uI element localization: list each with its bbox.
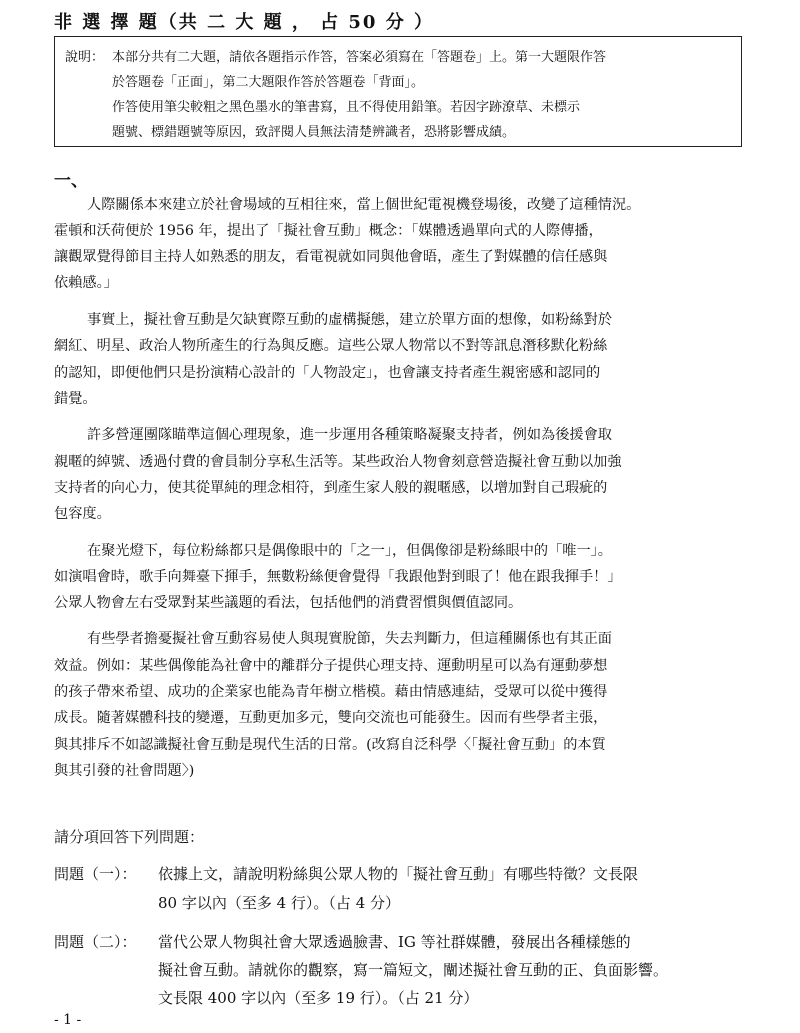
question-number: 一、 bbox=[54, 171, 88, 191]
sub-question-line: 文長限 400 字以內（至多 19 行）。（占 21 分） bbox=[158, 989, 479, 1007]
passage-line: 霍頓和沃荷便於 1956 年，提出了「擬社會互動」概念：「媒體透過單向式的人際傳播， bbox=[54, 223, 603, 239]
instructions-line: 作答使用筆尖較粗之黑色墨水的筆書寫，且不得使用鉛筆。若因字跡潦草、未標示 bbox=[112, 100, 581, 115]
instructions-line: 題號、標錯題號等原因，致評閱人員無法清楚辨識者，恐將影響成績。 bbox=[112, 125, 516, 140]
passage-line: 與其引發的社會問題〉) bbox=[54, 763, 195, 779]
passage-line: 讓觀眾覺得節目主持人如熟悉的朋友，看電視就如同與他會晤，產生了對媒體的信任感與 bbox=[54, 249, 608, 265]
section-title: 非 選 擇 題（共 二 大 題 ， 占 50 分 ） bbox=[54, 12, 434, 33]
passage-line: 事實上，擬社會互動是欠缺實際互動的虛構擬態，建立於單方面的想像，如粉絲對於 bbox=[87, 312, 612, 328]
passage-line: 錯覺。 bbox=[54, 391, 97, 407]
passage-line: 依賴感。」 bbox=[54, 275, 118, 291]
passage-line: 成長。隨著媒體科技的變遷，互動更加多元，雙向交流也可能發生。因而有些學者主張， bbox=[54, 710, 608, 726]
passage-line: 的孩子帶來希望、成功的企業家也能為青年樹立楷模。藉由情感連結，受眾可以從中獲得 bbox=[54, 684, 608, 700]
sub-question-line: 擬社會互動。請就你的觀察，寫一篇短文，闡述擬社會互動的正、負面影響。 bbox=[158, 961, 669, 979]
page-number: - 1 - bbox=[54, 1012, 82, 1028]
passage-line: 在聚光燈下，每位粉絲都只是偶像眼中的「之一」，但偶像卻是粉絲眼中的「唯一」。 bbox=[87, 543, 612, 559]
sub-question-line: 80 字以內（至多 4 行）。（占 4 分） bbox=[158, 894, 401, 912]
passage-line: 效益。例如：某些偶像能為社會中的離群分子提供心理支持、運動明星可以為有運動夢想 bbox=[54, 658, 608, 674]
passage-line: 人際關係本來建立於社會場域的互相往來，當上個世紀電視機登場後，改變了這種情況。 bbox=[87, 197, 641, 213]
passage-line: 親暱的綽號、透過付費的會員制分享私生活等。某些政治人物會刻意營造擬社會互動以加強 bbox=[54, 454, 622, 470]
answer-instruction: 請分項回答下列問題： bbox=[54, 828, 205, 846]
instructions-label: 說明： bbox=[65, 50, 105, 65]
passage-line: 公眾人物會左右受眾對某些議題的看法，包括他們的消費習慣與價值認同。 bbox=[54, 595, 523, 611]
passage-line: 如演唱會時，歌手向舞臺下揮手，無數粉絲便會覺得「我跟他對到眼了！他在跟我揮手！」 bbox=[54, 569, 622, 585]
passage-line: 有些學者擔憂擬社會互動容易使人與現實脫節，失去判斷力，但這種關係也有其正面 bbox=[87, 631, 612, 647]
passage-line: 的認知，即便他們只是扮演精心設計的「人物設定」，也會讓支持者產生親密感和認同的 bbox=[54, 365, 601, 381]
instructions-line: 於答題卷「正面」，第二大題限作答於答題卷「背面」。 bbox=[112, 75, 425, 90]
passage-line: 網紅、明星、政治人物所產生的行為與反應。這些公眾人物常以不對等訊息潛移默化粉絲 bbox=[54, 338, 608, 354]
instructions-line: 本部分共有二大題，請依各題指示作答，答案必須寫在「答題卷」上。第一大題限作答 bbox=[112, 50, 607, 65]
sub-question-label: 問題（二）： bbox=[54, 933, 137, 951]
sub-question-line: 當代公眾人物與社會大眾透過臉書、IG 等社群媒體，發展出各種樣態的 bbox=[158, 933, 631, 951]
passage-line: 支持者的向心力，使其從單純的理念相符，到產生家人般的親暱感，以增加對自己瑕疵的 bbox=[54, 480, 608, 496]
passage-line: 包容度。 bbox=[54, 506, 111, 522]
instructions-box bbox=[54, 36, 742, 147]
sub-question-label: 問題（一）： bbox=[54, 865, 137, 883]
sub-question-line: 依據上文，請說明粉絲與公眾人物的「擬社會互動」有哪些特徵？文長限 bbox=[158, 865, 639, 883]
passage-line: 與其排斥不如認識擬社會互動是現代生活的日常。(改寫自泛科學〈「擬社會互動」的本質 bbox=[54, 737, 606, 753]
passage-line: 許多營運團隊瞄準這個心理現象，進一步運用各種策略凝聚支持者，例如為後援會取 bbox=[87, 427, 612, 443]
